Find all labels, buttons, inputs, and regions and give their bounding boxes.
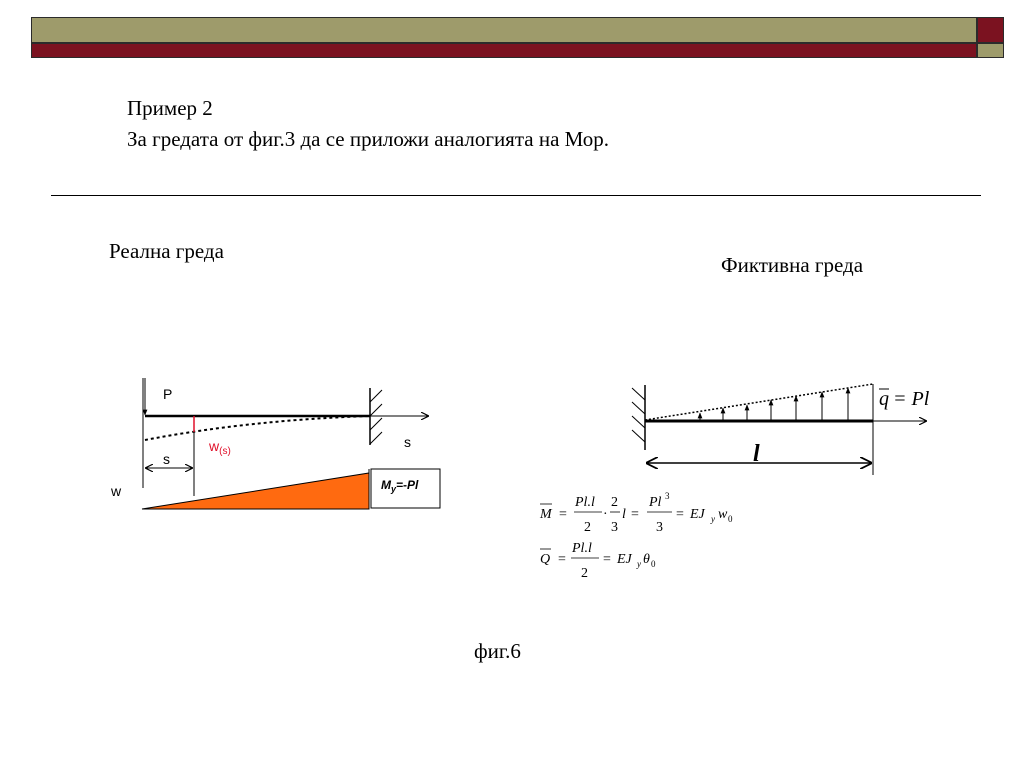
svg-text:3: 3 bbox=[656, 520, 663, 535]
svg-text:=: = bbox=[603, 552, 611, 567]
svg-text:l: l bbox=[622, 507, 626, 522]
svg-text:y: y bbox=[711, 514, 715, 524]
length-label: l bbox=[753, 441, 760, 467]
svg-text:2: 2 bbox=[611, 495, 618, 510]
fictive-beam-diagram bbox=[632, 384, 930, 475]
fictive-beam-label: Фиктивна греда bbox=[721, 253, 864, 277]
moment-formula bbox=[539, 491, 733, 535]
svg-text:M: M bbox=[540, 507, 552, 522]
w-axis-label: w bbox=[111, 483, 122, 499]
svg-text:y: y bbox=[637, 559, 641, 569]
example-title: Пример 2 bbox=[127, 96, 213, 120]
svg-text:Pl.l: Pl.l bbox=[572, 541, 592, 556]
svg-text:=: = bbox=[676, 507, 684, 522]
load-envelope bbox=[645, 384, 873, 420]
svg-text:w: w bbox=[718, 507, 728, 522]
svg-text:2: 2 bbox=[584, 520, 591, 535]
deflection-curve bbox=[145, 416, 370, 440]
load-label: P bbox=[163, 386, 173, 402]
moment-diagram bbox=[142, 473, 369, 509]
svg-text:3: 3 bbox=[665, 491, 670, 501]
task-text: За гредата от фиг.3 да се приложи аналогията на Мор. bbox=[127, 127, 610, 151]
real-beam-diagram bbox=[110, 378, 440, 509]
svg-text:Pl: Pl bbox=[649, 495, 662, 510]
shear-formula bbox=[540, 541, 656, 581]
real-beam-label: Реална греда bbox=[109, 239, 224, 263]
mohr-formulas bbox=[539, 491, 733, 581]
moment-label: $M_y=-Pl$ bbox=[381, 478, 419, 494]
svg-text:Q: Q bbox=[540, 552, 551, 567]
svg-text:EJ: EJ bbox=[617, 552, 632, 567]
svg-text:EJ: EJ bbox=[690, 507, 705, 522]
svg-text:=: = bbox=[558, 552, 566, 567]
svg-text:=: = bbox=[559, 507, 567, 522]
fictive-wall-hatch bbox=[632, 388, 645, 442]
q-label: q = Pl bbox=[879, 388, 930, 410]
svg-text:=: = bbox=[631, 507, 639, 522]
svg-text:·: · bbox=[603, 507, 608, 522]
figure-caption: фиг.6 bbox=[474, 639, 521, 663]
svg-text:0: 0 bbox=[651, 559, 656, 569]
fixed-support-hatch bbox=[370, 390, 382, 444]
s-axis-label: s bbox=[404, 434, 411, 450]
svg-text:Pl.l: Pl.l bbox=[575, 495, 595, 510]
svg-text:2: 2 bbox=[581, 566, 588, 581]
svg-text:3: 3 bbox=[611, 520, 618, 535]
svg-text:0: 0 bbox=[728, 514, 733, 524]
svg-text:θ: θ bbox=[643, 552, 650, 567]
deflection-label: $w_{(s)}$ bbox=[209, 438, 231, 457]
distributed-load-arrows bbox=[700, 388, 848, 420]
distance-label: s bbox=[163, 451, 170, 467]
